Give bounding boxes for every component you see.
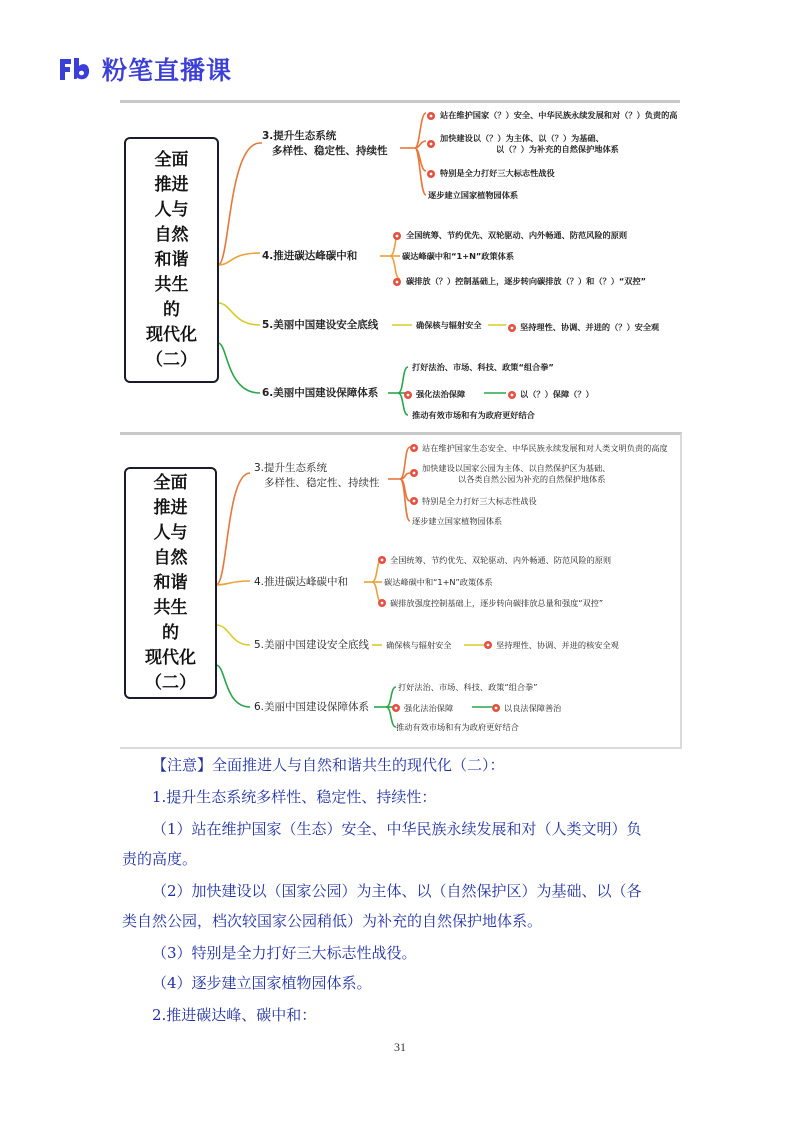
leaf-text: 以（？）保障（？）	[520, 389, 594, 399]
root-line: 推进	[153, 497, 188, 518]
leaf-text: 坚持理性、协调、并进的（？）安全观	[520, 322, 660, 332]
leaf-text: 逐步建立国家植物园体系	[412, 516, 503, 526]
mindmap-answer	[120, 432, 682, 749]
leaf-text: 打好法治、市场、科技、政策“组合拳”	[398, 682, 538, 692]
branch-3-line2: 多样性、稳定性、持续性	[272, 145, 388, 157]
root-line: 自然	[154, 224, 189, 245]
leaf-text: 打好法治、市场、科技、政策“组合拳”	[412, 362, 554, 372]
leaf-text: 全国统筹、节约优先、双轮驱动、内外畅通、防范风险的原则	[390, 555, 612, 565]
branch-3-line1: 3.提升生态系统	[254, 462, 328, 474]
root-line: 的	[162, 622, 179, 643]
root-line: 人与	[154, 199, 189, 220]
leaf-text: 确保核与辐射安全	[416, 320, 482, 330]
branch-3-line2: 多样性、稳定性、持续性	[264, 477, 380, 489]
mindmap-quiz	[120, 100, 680, 425]
root-line: 现代化	[145, 647, 196, 668]
section-item-2: 2.推进碳达峰、碳中和：	[152, 1006, 317, 1024]
branch-3-line1: 3.提升生态系统	[262, 130, 337, 142]
leaf-text: 碳达峰碳中和“1+N”政策体系	[384, 577, 493, 587]
leaf-text: 碳排放强度控制基础上，逐步转向碳排放总量和强度“双控”	[390, 598, 604, 608]
note-heading: 【注意】全面推进人与自然和谐共生的现代化（二）：	[152, 756, 505, 774]
leaf-text: 以良法保障善治	[504, 703, 562, 713]
brand-name: 粉笔直播课	[102, 56, 233, 85]
root-line: 现代化	[146, 324, 197, 345]
root-line: 和谐	[153, 572, 188, 593]
leaf-text: 站在维护国家生态安全、中华民族永续发展和对人类文明负责的高度	[422, 443, 668, 453]
branch-5-label: 5.美丽中国建设安全底线	[254, 639, 370, 651]
mindmap-root	[124, 467, 217, 699]
mindmap-root	[124, 137, 219, 383]
paragraph-line: （2）加快建设以（国家公园）为主体、以（自然保护区）为基础、以（各	[152, 882, 642, 900]
root-line: （二）	[146, 349, 197, 370]
fb-logo-icon	[58, 55, 94, 83]
root-line: 自然	[153, 547, 188, 568]
leaf-text: 强化法治保障	[416, 389, 466, 399]
root-line: 人与	[153, 522, 188, 543]
leaf-text: 特别是全力打好三大标志性战役	[422, 496, 537, 506]
branch-6-label: 6.美丽中国建设保障体系	[254, 701, 370, 713]
paragraph-line: （3）特别是全力打好三大标志性战役。	[152, 944, 417, 962]
leaf-text: 碳达峰碳中和“1+N”政策体系	[402, 251, 515, 261]
brand-logo	[58, 52, 232, 86]
section-item-1: 1.提升生态系统多样性、稳定性、持续性：	[152, 788, 437, 806]
root-line: （二）	[145, 672, 196, 693]
root-line: 全面	[153, 472, 188, 493]
leaf-text: 加快建设以国家公园为主体、以自然保护区为基础、	[422, 463, 611, 473]
leaf-text: 站在维护国家（？）安全、中华民族永续发展和对（？）负责的高	[440, 110, 678, 120]
branch-6-label: 6.美丽中国建设保障体系	[262, 387, 379, 399]
leaf-text: 确保核与辐射安全	[386, 640, 452, 650]
leaf-text: 以（？）为补充的自然保护地体系	[496, 144, 619, 154]
leaf-text: 碳排放（？）控制基础上，逐步转向碳排放（？）和（？）“双控”	[406, 276, 647, 286]
leaf-text: 推动有效市场和有为政府更好结合	[396, 722, 519, 732]
leaf-text: 全国统筹、节约优先、双轮驱动、内外畅通、防范风险的原则	[406, 230, 628, 240]
branch-3-label	[254, 461, 380, 491]
leaf-text: 推动有效市场和有为政府更好结合	[412, 410, 535, 420]
leaf-text: 特别是全力打好三大标志性战役	[440, 168, 555, 178]
root-line: 共生	[154, 274, 189, 295]
root-line: 推进	[154, 174, 189, 195]
branch-4-label: 4.推进碳达峰碳中和	[254, 576, 349, 588]
page-number: 31	[394, 1040, 406, 1054]
paragraph-line: 责的高度。	[122, 850, 198, 868]
leaf-text: 坚持理性、协调、并进的核安全观	[496, 640, 619, 650]
leaf-text: 逐步建立国家植物园体系	[428, 190, 519, 200]
paragraph-line: 类自然公园，档次较国家公园稍低）为补充的自然保护地体系。	[122, 912, 543, 930]
root-line: 的	[163, 299, 180, 320]
root-line: 共生	[153, 597, 188, 618]
paragraph-line: （4）逐步建立国家植物园体系。	[152, 974, 372, 992]
branch-5-label: 5.美丽中国建设安全底线	[262, 319, 379, 331]
root-line: 和谐	[154, 249, 189, 270]
paragraph-line: （1）站在维护国家（生态）安全、中华民族永续发展和对（人类文明）负	[152, 820, 642, 838]
root-line: 全面	[154, 149, 189, 170]
leaf-text: 加快建设以（？）为主体、以（？）为基础、	[440, 133, 604, 143]
leaf-text: 以各类自然公园为补充的自然保护地体系	[458, 474, 606, 484]
branch-4-label: 4.推进碳达峰碳中和	[262, 250, 358, 262]
branch-3-label	[262, 129, 388, 159]
leaf-text: 强化法治保障	[404, 703, 454, 713]
